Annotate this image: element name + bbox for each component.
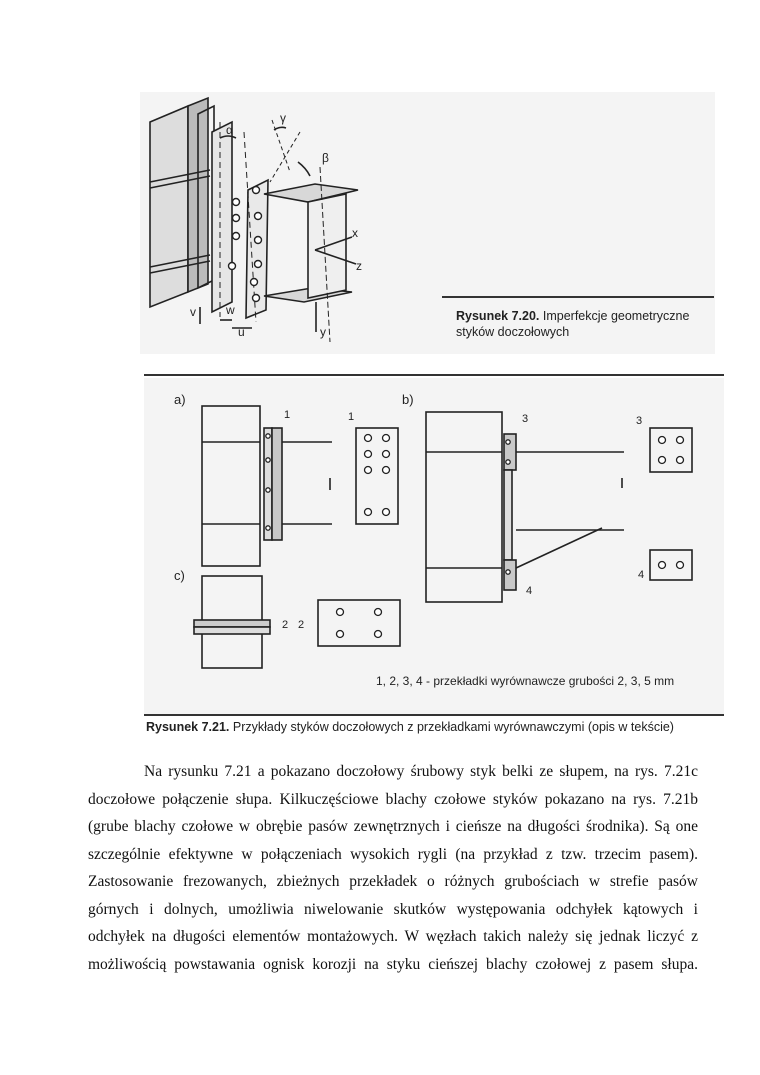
figure-7-21-legend: 1, 2, 3, 4 - przekładki wyrównawcze grubości 2, 3, 5 mm	[376, 674, 675, 688]
symbol-alpha: α	[226, 123, 233, 137]
figure-7-21-caption-text: Przykłady styków doczołowych z przekładkami wyrównawczymi (opis w tekście)	[232, 720, 674, 734]
panel-label-a: a)	[174, 392, 186, 407]
marker-4-b: 4	[638, 569, 645, 581]
body-line: szczególnie efektywne w połączeniach wysokich rygli (na przykład z tzw. trzecim pasem).	[88, 845, 698, 863]
symbol-u: u	[238, 325, 245, 339]
figure-7-20-caption-text-2: styków doczołowych	[456, 325, 570, 339]
body-line: (grube blachy czołowe w obrębie pasów zewnętrznych i cieńsze na długości środnika). Są one	[88, 818, 698, 835]
figure-7-21-caption	[146, 720, 674, 734]
figure-7-21-caption-label: Rysunek 7.21.	[146, 720, 230, 734]
marker-1-b: 1	[348, 411, 355, 423]
figure-7-21-bottom-rule	[144, 714, 724, 716]
body-line: doczołowe połączenie słupa. Kilkuczęściowe blachy czołowe styków pokazano na rys. 7.21b	[88, 790, 698, 808]
body-line: możliwością powstawania ognisk korozji na styku cieńszej blachy czołowej z pasem słupa.	[88, 955, 698, 973]
figure-7-20	[140, 92, 715, 354]
panel-label-b: b)	[402, 392, 414, 407]
marker-3-a: 3	[522, 413, 529, 425]
figure-7-20-caption-text-1: Imperfekcje geometryczne	[542, 309, 690, 323]
symbol-v: v	[190, 305, 196, 319]
body-paragraph	[88, 758, 698, 978]
marker-2-b: 2	[298, 619, 305, 631]
marker-1-a: 1	[284, 409, 291, 421]
body-line: Zastosowanie frezowanych, zbieżnych przekładek o różnych grubościach w strefie pasów	[88, 873, 698, 890]
body-line: górnych i dolnych, umożliwia niwelowanie skutków występowania odchyłek kątowych i	[88, 900, 698, 918]
figure-7-20-rule	[442, 296, 714, 298]
symbol-x: x	[352, 226, 358, 240]
symbol-beta: β	[322, 151, 329, 165]
panel-label-c: c)	[174, 568, 185, 583]
figure-7-20-caption-label: Rysunek 7.20.	[456, 309, 540, 323]
symbol-gamma: γ	[280, 111, 286, 125]
figure-7-21	[144, 378, 724, 714]
figure-7-21-top-rule	[144, 374, 724, 376]
symbol-w: w	[226, 303, 235, 317]
marker-2-a: 2	[282, 619, 289, 631]
figure-7-20-caption	[456, 308, 706, 340]
body-line: Na rysunku 7.21 a pokazano doczołowy śrubowy styk belki ze słupem, na rys. 7.21c	[144, 763, 698, 780]
body-line: odchyłek na długości elementów montażowych. W węzłach takich należy się jednak liczyć z	[88, 928, 698, 945]
figure-7-21-drawing	[144, 378, 724, 714]
marker-4-a: 4	[526, 585, 533, 597]
symbol-z: z	[356, 259, 362, 273]
marker-3-b: 3	[636, 415, 643, 427]
symbol-y: y	[320, 325, 326, 339]
